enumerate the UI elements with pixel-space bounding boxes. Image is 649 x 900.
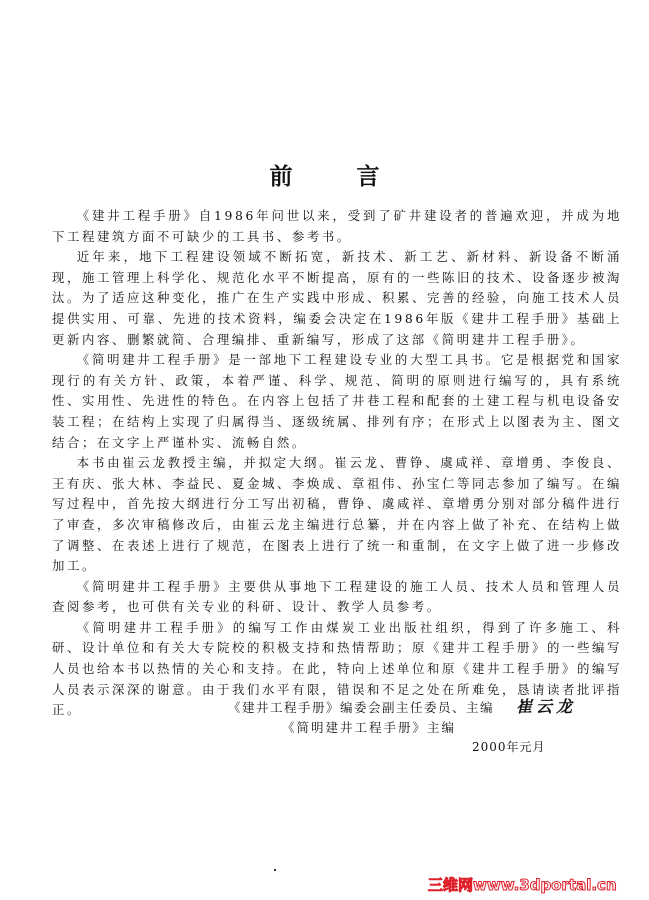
paragraph: 《简明建井工程手册》主要供从事地下工程建设的施工人员、技术人员和管理人员查阅参考，也可供有关专业的科研、设计、教学人员参考。 xyxy=(52,578,622,615)
watermark: 三维网www.3dportal.cn xyxy=(428,876,617,894)
signoff-title-1: 《建井工程手册》编委会副主任委员、主编 xyxy=(228,700,495,715)
paragraph: 《简明建井工程手册》的编写工作由煤炭工业出版社组织，得到了许多施工、科研、设计单位和有关大专院校的积极支持和热情帮助；原《建井工程手册》的一些编写人员也给本书以热情的关心和支持。在此，特向上述单位和原《建井工程手册》的编写人员表示深深的谢意。由于我们水平有限，错误和不足之处在所难免，恳请读者批评指正。 xyxy=(52,619,622,718)
paragraph: 《简明建井工程手册》是一部地下工程建设专业的大型工具书。它是根据党和国家现行的有关方针、政策，本着严谨、科学、规范、简明的原则进行编写的，具有系统性、实用性、先进性的特色。在内容上包括了井巷工程和配套的土建工程与机电设备安装工程；在结构上实现了归属得当、逐级统属、排列有序；在形式上以图表为主、图文结合；在文字上严谨朴实、流畅自然。 xyxy=(52,352,622,450)
signoff-title-2: 《简明建井工程手册》主编 xyxy=(282,720,457,735)
paragraph: 《建井工程手册》自1986年问世以来，受到了矿井建设者的普遍欢迎，并成为地下工程建筑方面不可缺少的工具书、参考书。 xyxy=(52,208,622,244)
page-title: 前 言 xyxy=(269,163,408,190)
scan-speck xyxy=(274,869,276,871)
author-signature: 崔云龙 xyxy=(516,697,577,716)
signoff-date: 2000年元月 xyxy=(472,740,546,754)
paragraph: 本书由崔云龙教授主编，并拟定大纲。崔云龙、曹铮、虞咸祥、章增勇、李俊良、王有庆、张大林、李益民、夏金城、李焕成、章祖伟、孙宝仁等同志参加了编写。在编写过程中，首先按大纲进行分工写出初稿，曹铮、虞咸祥、章增勇分别对部分稿件进行了审查，多次审稿修改后，由崔云龙主编进行总纂，并在内容上做了补充、在结构上做了调整、在表述上进行了规范，在图表上进行了统一和重制，在文字上做了进一步修改加工。 xyxy=(52,455,622,574)
preface-body xyxy=(52,206,622,721)
paragraph: 近年来，地下工程建设领域不断拓宽，新技术、新工艺、新材料、新设备不断涌现，施工管理上科学化、规范化水平不断提高，原有的一些陈旧的技术、设备逐步被淘汰。为了适应这种变化，推广在生产实践中形成、积累、完善的经验，向施工技术人员提供实用、可靠、先进的技术资料，编委会决定在1986年版《建井工程手册》基础上更新内容、删繁就简、合理编排、重新编写，形成了这部《简明建井工程手册》。 xyxy=(52,249,622,347)
